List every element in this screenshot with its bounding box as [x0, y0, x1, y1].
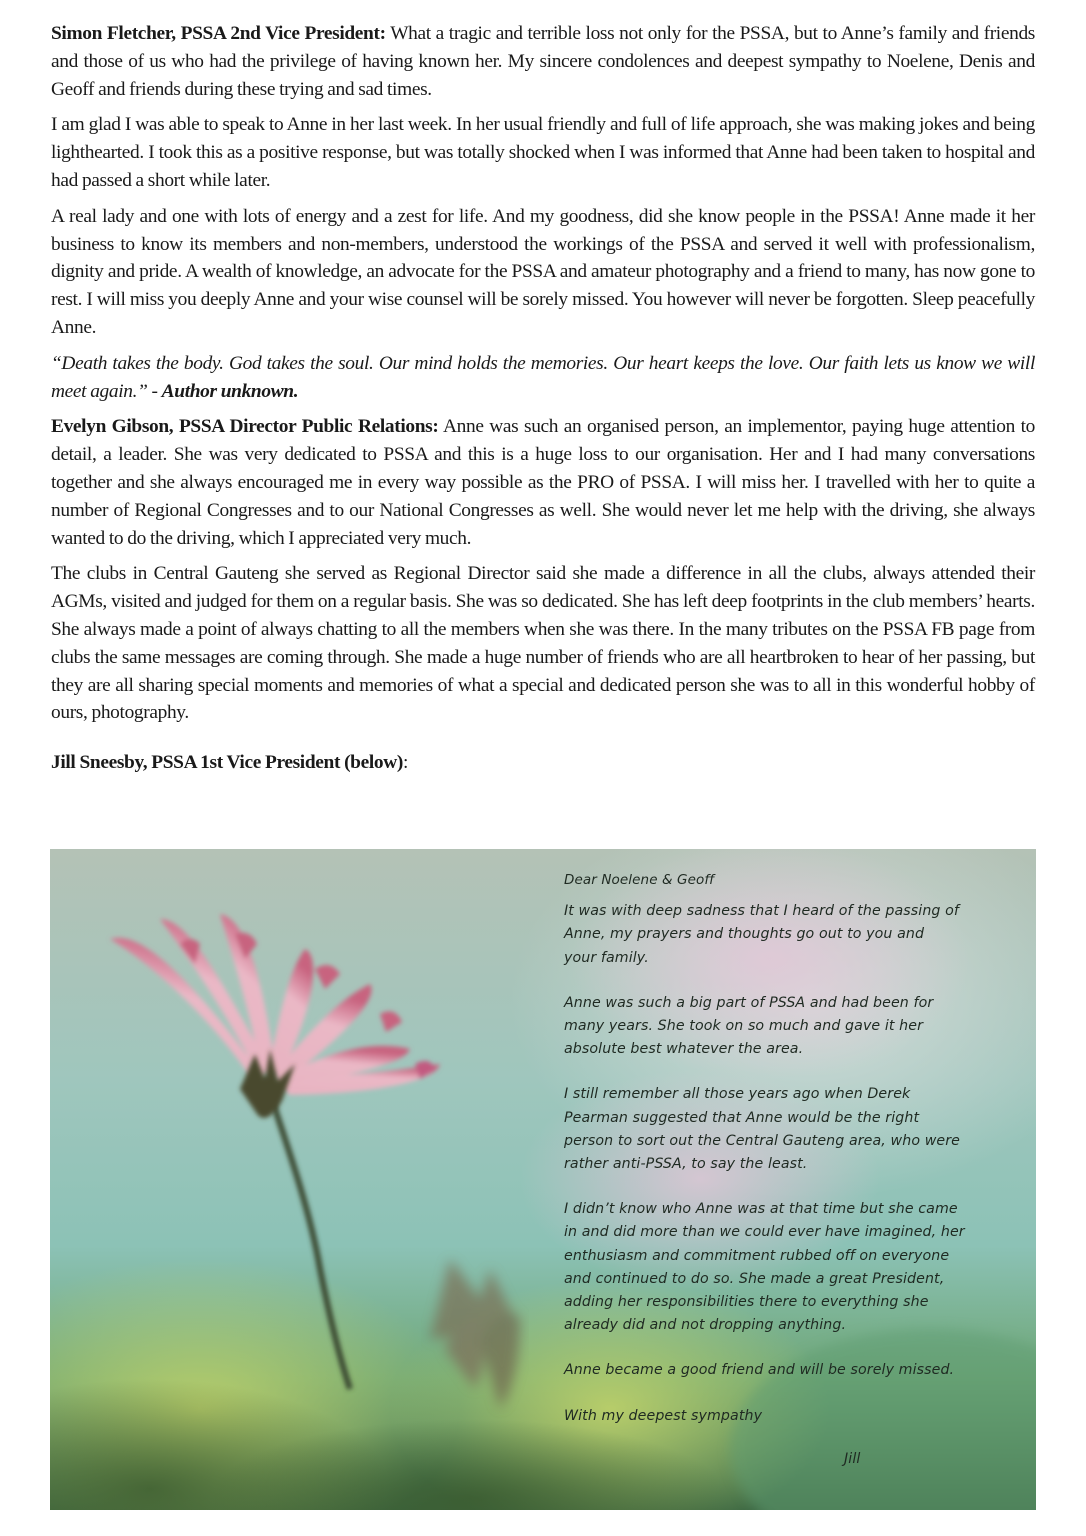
quote-author: Author unknown.: [161, 380, 299, 402]
note-greeting: Dear Noelene & Geoff: [564, 872, 715, 888]
note-line: in and did more than we could ever have imagined, her: [564, 1224, 965, 1241]
jill-heading: [51, 749, 1035, 777]
note-line: person to sort out the Central Gauteng area, who were: [564, 1132, 961, 1149]
quote-sep: -: [147, 380, 162, 402]
evelyn-para-2: The clubs in Central Gauteng she served as Regional Director said she made a difference in all the clubs, always attended their AGMs, visited and judged for them on a regular basis. She was so dedicated. She has left deep footprints in the club members’ hearts. She always made a point of always chatting to all the members when she was there. In the many tributes on the PSSA FB page from clubs the same messages are coming through. She made a huge number of friends who are all heartbroken to hear of her passing, but they are all sharing special moments and memories of what a special and dedicated person she was to all in this wonderful hobby of ours, photography.: [51, 563, 1035, 724]
note-line: many years. She took on so much and gave it her: [564, 1018, 924, 1035]
note-line: your family.: [564, 949, 649, 966]
note-line: absolute best whatever the area.: [564, 1041, 804, 1058]
note-line: I didn’t know who Anne was at that time but she came: [564, 1201, 958, 1218]
note-line: rather anti-PSSA, to say the least.: [564, 1156, 808, 1173]
simon-para-1: [51, 20, 1035, 103]
note-line: enthusiasm and commitment rubbed off on everyone: [564, 1247, 950, 1264]
note-closing: Anne became a good friend and will be sorely missed.: [564, 1362, 955, 1379]
quote-text: “Death takes the body. God takes the soul. Our mind holds the memories. Our heart keeps the love. Our faith lets us know we will meet again.”: [51, 352, 1035, 402]
note-line: Pearman suggested that Anne would be the right: [564, 1109, 920, 1126]
simon-quote: [51, 350, 1035, 406]
note-line: and continued to do so. She made a great President,: [564, 1270, 945, 1287]
evelyn-text-1: Anne was such an organised person, an implementor, paying huge attention to detail, a leader. She was very dedicated to PSSA and this is a huge loss to our organisation. Her and I had many conversations together and she always encouraged me in every way possible as the PRO of PSSA. I will miss her. I travelled with her to quite a number of Regional Congresses and to our National Congresses as well. She would never let me help with the driving, she always wanted to do the driving, which I appreciated very much.: [51, 416, 1035, 549]
tribute-text: [51, 20, 1035, 777]
jill-name: Jill Sneesby, PSSA 1st Vice President (below): [51, 752, 404, 774]
simon-name: Simon Fletcher, PSSA 2nd Vice President:: [51, 23, 386, 44]
note-signature: Jill: [844, 1450, 861, 1467]
note-line: adding her responsibilities there to everything she: [564, 1294, 929, 1311]
note-line: It was with deep sadness that I heard of the passing of: [564, 903, 960, 920]
condolence-card-image: [50, 849, 1036, 1510]
note-sign-off: With my deepest sympathy: [564, 1407, 763, 1424]
note-line: Anne, my prayers and thoughts go out to you and: [564, 926, 925, 943]
simon-para-2: I am glad I was able to speak to Anne in her last week. In her usual friendly and full of life approach, she was making jokes and being lighthearted. I took this as a positive response, but was totally shocked when I was informed that Anne had been taken to hospital and had passed a short while later.: [51, 114, 1035, 191]
simon-para-3: A real lady and one with lots of energy and a zest for life. And my goodness, did she know people in the PSSA! Anne made it her business to know its members and non-members, understood the workings of the PSSA and served it well with professionalism, dignity and pride. A wealth of knowledge, an advocate for the PSSA and amateur photography and a friend to many, has now gone to rest. I will miss you deeply Anne and your wise counsel will be sorely missed. You however will never be forgotten. Sleep peacefully Anne.: [51, 205, 1035, 338]
note-line: I still remember all those years ago when Derek: [564, 1086, 911, 1103]
jill-colon: :: [403, 752, 409, 774]
evelyn-name: Evelyn Gibson, PSSA Director Public Relations:: [51, 416, 439, 438]
evelyn-para-1: [51, 413, 1035, 552]
simon-text-1: What a tragic and terrible loss not only for the PSSA, but to Anne’s family and friends and those of us who had the privilege of having known her. My sincere condolences and deepest sympathy to Noelene, Denis and Geoff and friends during these trying and sad times.: [51, 23, 1035, 100]
handwritten-note: [564, 869, 1024, 1471]
note-line: Anne was such a big part of PSSA and had been for: [564, 994, 934, 1011]
note-line: already did and not dropping anything.: [564, 1317, 847, 1334]
